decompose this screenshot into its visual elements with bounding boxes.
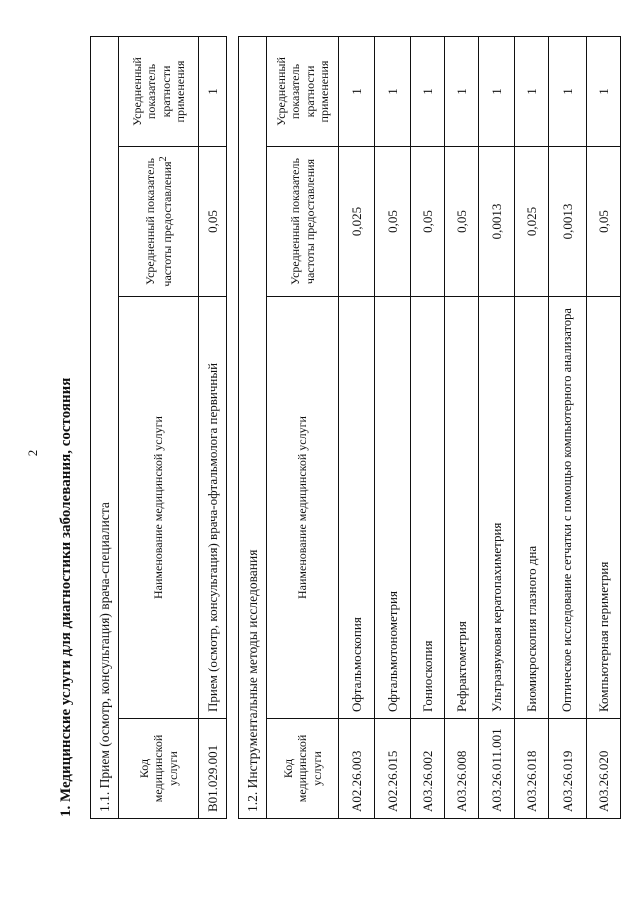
cell-multiplicity: 1 — [445, 36, 479, 146]
cell-frequency: 0,05 — [199, 147, 227, 297]
header-name: Наименование медицинской услуги — [119, 297, 199, 719]
table-row — [199, 37, 227, 819]
cell-multiplicity: 1 — [515, 36, 549, 146]
header-multiplicity: Усредненный показатель кратности применения — [267, 36, 339, 146]
cell-name: Офтальмотонометрия — [375, 297, 411, 719]
table-row — [515, 36, 549, 818]
header-code: Код медицинской услуги — [267, 719, 339, 819]
header-name: Наименование медицинской услуги — [267, 297, 339, 719]
footnote-mark: 2 — [157, 156, 169, 162]
subsection-title-1-2: 1.2. Инструментальные методы исследования — [239, 36, 267, 818]
header-frequency: Усредненный показатель частоты предоставления — [267, 147, 339, 297]
cell-frequency: 0,0013 — [479, 147, 515, 297]
cell-frequency: 0,0013 — [549, 147, 587, 297]
table-row — [587, 36, 621, 818]
table-row — [479, 36, 515, 818]
table-row — [339, 36, 375, 818]
cell-frequency: 0,05 — [375, 147, 411, 297]
cell-code: B01.029.001 — [199, 719, 227, 819]
cell-name: Компьютерная периметрия — [587, 297, 621, 719]
cell-frequency: 0,05 — [587, 147, 621, 297]
cell-multiplicity: 1 — [339, 36, 375, 146]
header-code: Код медицинской услуги — [119, 719, 199, 819]
cell-code: A03.26.020 — [587, 719, 621, 819]
section-heading: 1. Медицинские услуги для диагностики заболевания, состояния — [58, 377, 74, 817]
cell-name: Гониоскопия — [411, 297, 445, 719]
cell-multiplicity: 1 — [587, 36, 621, 146]
cell-code: A03.26.002 — [411, 719, 445, 819]
cell-multiplicity: 1 — [411, 36, 445, 146]
header-frequency-text: Усредненный показатель частоты предоставления — [143, 158, 174, 287]
cell-code: A03.26.008 — [445, 719, 479, 819]
cell-frequency: 0,05 — [445, 147, 479, 297]
cell-frequency: 0,025 — [339, 147, 375, 297]
page-number: 2 — [25, 449, 40, 457]
cell-multiplicity: 1 — [199, 37, 227, 147]
table-row — [375, 36, 411, 818]
cell-name: Прием (осмотр, консультация) врача-офтальмолога первичный — [199, 297, 227, 719]
subsection-title-1-1: 1.1. Прием (осмотр, консультация) врача-специалиста — [91, 37, 119, 819]
cell-multiplicity: 1 — [549, 36, 587, 146]
cell-code: A02.26.015 — [375, 719, 411, 819]
cell-multiplicity: 1 — [479, 36, 515, 146]
cell-multiplicity: 1 — [375, 36, 411, 146]
cell-code: A03.26.011.001 — [479, 719, 515, 819]
table-row — [445, 36, 479, 818]
cell-code: A03.26.019 — [549, 719, 587, 819]
table-row — [549, 36, 587, 818]
cell-frequency: 0,025 — [515, 147, 549, 297]
cell-name: Оптическое исследование сетчатки с помощью компьютерного анализатора — [549, 297, 587, 719]
header-frequency — [119, 147, 199, 297]
table-row — [411, 36, 445, 818]
table-instrumental — [238, 36, 621, 819]
cell-name: Офтальмоскопия — [339, 297, 375, 719]
cell-name: Рефрактометрия — [445, 297, 479, 719]
cell-name: Ультразвуковая кератопахиметрия — [479, 297, 515, 719]
cell-frequency: 0,05 — [411, 147, 445, 297]
table-consultation — [90, 36, 227, 819]
cell-code: A03.26.018 — [515, 719, 549, 819]
cell-code: A02.26.003 — [339, 719, 375, 819]
header-multiplicity: Усредненный показатель кратности применения — [119, 37, 199, 147]
cell-name: Биомикроскопия глазного дна — [515, 297, 549, 719]
